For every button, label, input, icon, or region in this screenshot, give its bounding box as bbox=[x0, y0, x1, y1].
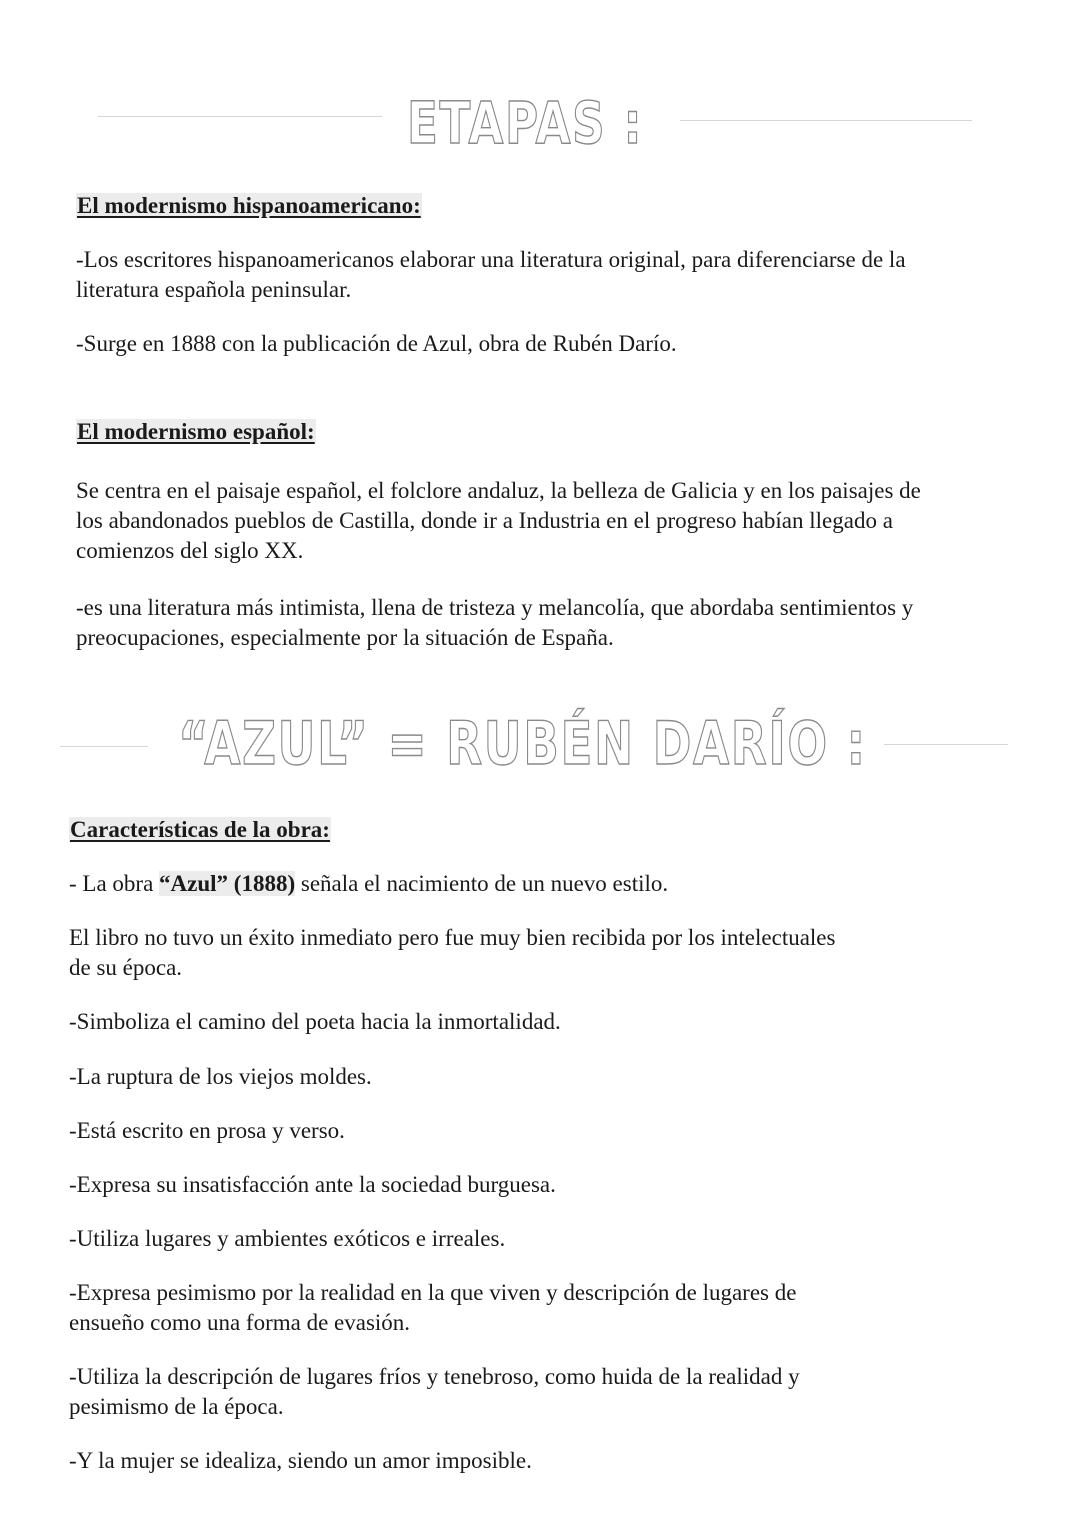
list-item-continuation: pesimismo de la época. bbox=[69, 1394, 284, 1419]
heading-text: El modernismo hispanoamericano: bbox=[77, 193, 421, 218]
etapas-title: ETAPAS : bbox=[407, 89, 644, 157]
list-item: -Utiliza la descripción de lugares fríos y tenebroso, como huida de la realidad y bbox=[69, 1364, 800, 1389]
paragraph-line: los abandonados pueblos de Castilla, donde ir a Industria en el progreso habían llegado a bbox=[76, 508, 893, 533]
list-item: -Expresa su insatisfacción ante la sociedad burguesa. bbox=[69, 1172, 556, 1197]
paragraph-line: -Los escritores hispanoamericanos elaborar una literatura original, para diferenciarse de la bbox=[76, 247, 906, 272]
paragraph-line: comienzos del siglo XX. bbox=[76, 538, 304, 563]
paragraph-line: Se centra en el paisaje español, el folclore andaluz, la belleza de Galicia y en los paisajes de bbox=[76, 478, 921, 503]
paragraph-line: preocupaciones, especialmente por la situación de España. bbox=[76, 625, 614, 650]
paragraph-line: literatura española peninsular. bbox=[76, 277, 352, 302]
paragraph-line: de su época. bbox=[69, 955, 183, 980]
azul-banner bbox=[0, 706, 1080, 782]
divider-line bbox=[60, 746, 148, 747]
paragraph-line: El libro no tuvo un éxito inmediato pero fue muy bien recibida por los intelectuales bbox=[69, 925, 836, 950]
list-item: -Simboliza el camino del poeta hacia la inmortalidad. bbox=[69, 1009, 561, 1034]
list-item: -Y la mujer se idealiza, siendo un amor imposible. bbox=[69, 1448, 532, 1473]
azul-title: “AZUL” = RUBÉN DARÍO : bbox=[178, 709, 867, 779]
intro-suffix: señala el nacimiento de un nuevo estilo. bbox=[295, 871, 669, 896]
heading-text: Características de la obra: bbox=[70, 817, 330, 842]
heading-text: El modernismo español: bbox=[77, 419, 315, 444]
intro-title: “Azul” (1888) bbox=[159, 871, 296, 896]
etapas-banner bbox=[0, 88, 1080, 157]
paragraph-line bbox=[69, 869, 668, 899]
paragraph-line: -Surge en 1888 con la publicación de Azul, obra de Rubén Darío. bbox=[76, 331, 677, 356]
list-item: -La ruptura de los viejos moldes. bbox=[69, 1064, 372, 1089]
paragraph-line: -es una literatura más intimista, llena de tristeza y melancolía, que abordaba sentimientos y bbox=[76, 595, 914, 620]
list-item: -Expresa pesimismo por la realidad en la que viven y descripción de lugares de bbox=[69, 1280, 797, 1305]
divider-line bbox=[884, 744, 1008, 745]
intro-prefix: - La obra bbox=[69, 871, 160, 896]
section-heading-obra bbox=[69, 815, 331, 845]
divider-line bbox=[98, 116, 382, 117]
list-item-continuation: ensueño como una forma de evasión. bbox=[69, 1310, 411, 1335]
list-item: -Utiliza lugares y ambientes exóticos e irreales. bbox=[69, 1226, 506, 1251]
section-heading-hispanoamericano bbox=[76, 191, 422, 221]
divider-line bbox=[680, 120, 972, 121]
list-item: -Está escrito en prosa y verso. bbox=[69, 1118, 345, 1143]
section-heading-espanol bbox=[76, 417, 316, 447]
